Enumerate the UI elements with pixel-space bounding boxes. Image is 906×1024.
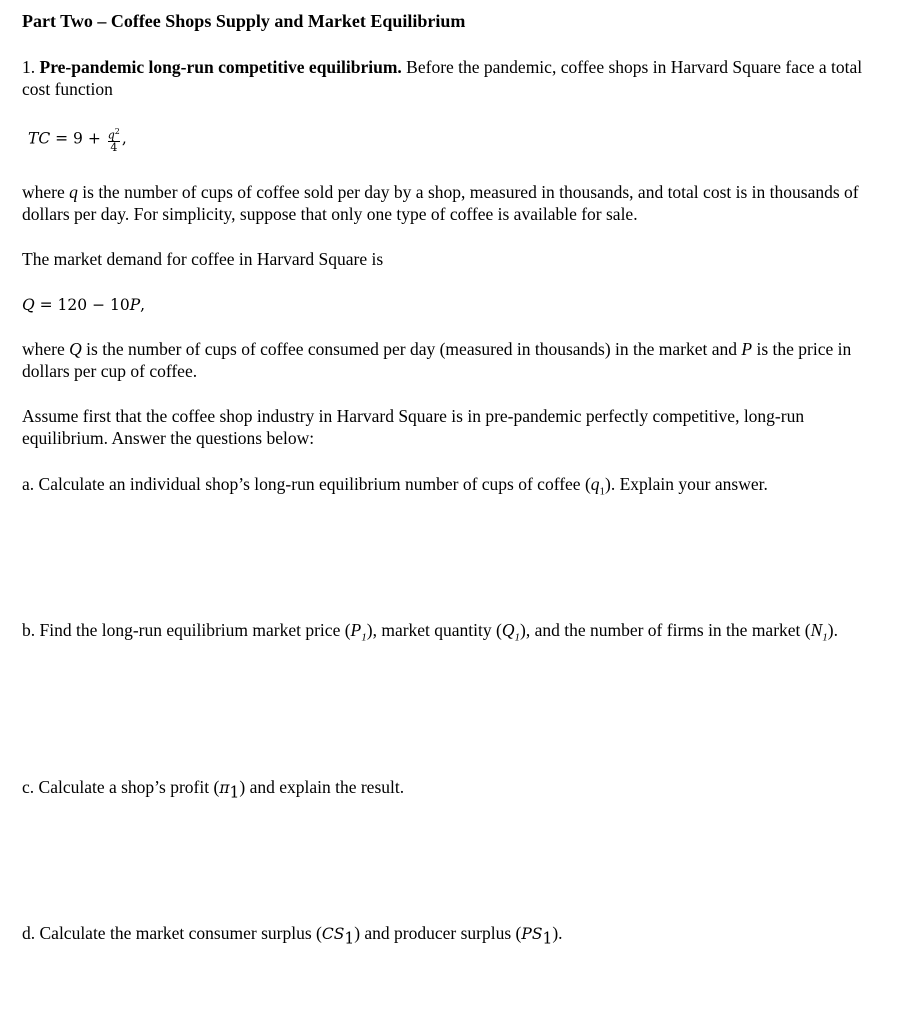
where-Q-var: Q xyxy=(69,339,82,359)
part-b-Q-sub: 1 xyxy=(514,631,520,644)
part-d-post: ). xyxy=(552,923,563,943)
part-b-Q: Q xyxy=(501,620,515,640)
part-d-ps-sub: 1 xyxy=(542,929,553,948)
where-Q-pre: where xyxy=(22,339,70,359)
part-a-pre: a. Calculate an individual shop’s long-run equilibrium number of cups of coffee ( xyxy=(22,474,591,494)
where-Q-paragraph xyxy=(22,338,882,382)
part-d-ps: PS xyxy=(521,925,543,943)
part-c xyxy=(22,776,882,804)
tc-fraction xyxy=(108,126,120,153)
demand-Q: Q xyxy=(22,296,35,314)
where-q-var: q xyxy=(69,182,78,202)
part-d-pre: d. Calculate the market consumer surplus ( xyxy=(22,923,322,943)
part-b-mid1: ), market quantity ( xyxy=(366,620,502,640)
part-d-cs: CS xyxy=(321,925,345,943)
part-a-post: ). Explain your answer. xyxy=(605,474,768,494)
part-c-sub: 1 xyxy=(229,783,240,802)
demand-equation xyxy=(22,293,882,316)
part-d-cs-sub: 1 xyxy=(344,929,355,948)
question-1-intro xyxy=(22,56,882,100)
total-cost-equation xyxy=(28,126,888,153)
demand-end: , xyxy=(140,296,146,314)
part-b-mid2: ), and the number of firms in the market ( xyxy=(520,620,811,640)
part-b-P-sub: 1 xyxy=(361,631,367,644)
tc-denominator: 4 xyxy=(110,140,118,154)
page-title: Part Two – Coffee Shops Supply and Market Equilibrium xyxy=(22,11,466,31)
part-a-var: q xyxy=(590,474,600,494)
part-b-post: ). xyxy=(827,620,838,640)
where-q-pre: where xyxy=(22,182,70,202)
tc-lhs: TC xyxy=(28,129,51,148)
part-c-var: π xyxy=(219,779,230,797)
part-b-N-sub: 1 xyxy=(822,631,828,644)
part-b-pre: b. Find the long-run equilibrium market price ( xyxy=(22,620,351,640)
demand-intro: The market demand for coffee in Harvard Square is xyxy=(22,249,384,269)
where-Q-post: is the price in dollars per cup of coffee. xyxy=(22,339,852,381)
tc-numerator: $q^2$ xyxy=(107,127,120,142)
part-d-mid: ) and producer surplus ( xyxy=(354,923,522,943)
part-a xyxy=(22,473,882,503)
part-c-pre: c. Calculate a shop’s profit ( xyxy=(22,777,220,797)
part-b xyxy=(22,619,882,649)
question-number: 1. xyxy=(22,57,36,77)
part-b-N: N xyxy=(810,620,823,640)
tc-mid: = 9 + xyxy=(50,129,106,148)
part-c-post: ) and explain the result. xyxy=(239,777,405,797)
demand-rhs: = 120 − 10 xyxy=(34,296,130,314)
where-Q-P: P xyxy=(741,339,753,359)
question-intro-text: Before the pandemic, coffee shops in Harvard Square face a total cost function xyxy=(22,57,863,99)
part-a-sub: 1 xyxy=(599,485,606,498)
where-Q-mid: is the number of cups of coffee consumed per day (measured in thousands) in the market and xyxy=(81,339,742,359)
part-b-P: P xyxy=(350,620,362,640)
assume-paragraph: Assume first that the coffee shop industry in Harvard Square is in pre-pandemic perfectly competitive, long-run equilibrium. Answer the questions below: xyxy=(22,406,805,448)
tc-end: , xyxy=(121,129,127,148)
part-d xyxy=(22,922,882,950)
question-heading: Pre-pandemic long-run competitive equilibrium. xyxy=(39,57,402,77)
where-q-paragraph xyxy=(22,181,882,225)
demand-P: P xyxy=(129,296,141,314)
where-q-post: is the number of cups of coffee sold per day by a shop, measured in thousands, and total cost is in thousands of dollars per day. For simplicity, suppose that only one type of coffee is available for sale. xyxy=(22,182,859,224)
